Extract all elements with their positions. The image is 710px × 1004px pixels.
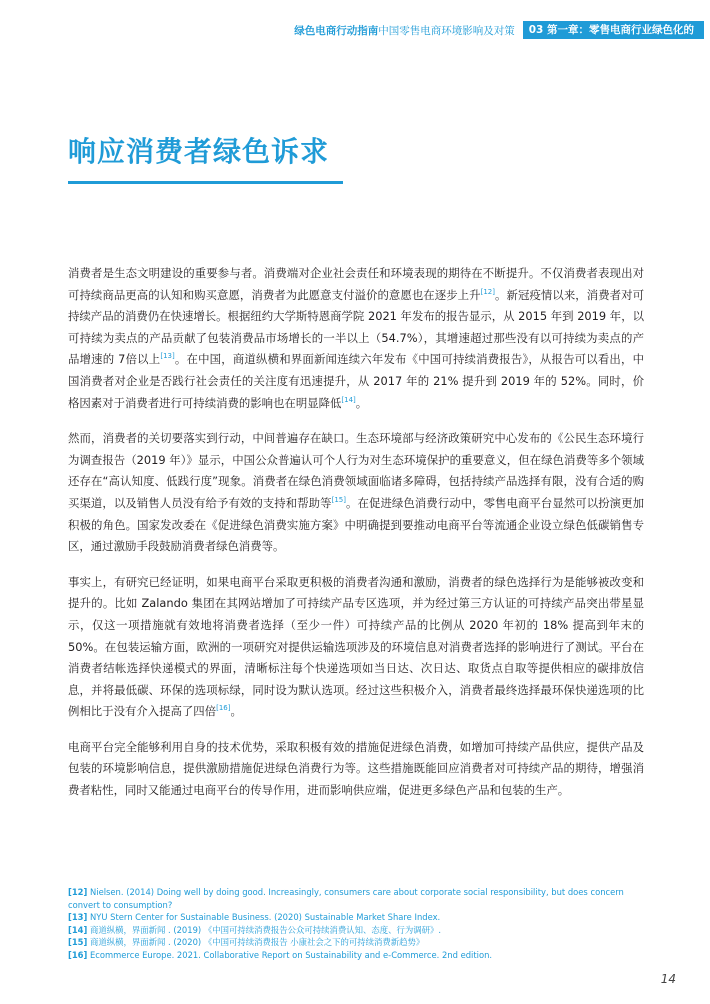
footnote-ref-13[interactable]: [13] <box>160 352 175 361</box>
paragraph-2 <box>68 428 644 558</box>
footnote-14: [14] 商道纵横，界面新闻 . (2019) 《中国可持续消费报告公众可持续消费认知、态度、行为调研》. <box>68 924 442 935</box>
footnote-15: [15] 商道纵横，界面新闻 . (2020) 《中国可持续消费报告 小康社会之下的可持续消费新趋势》 <box>68 937 425 948</box>
paragraph-3-text-a: 事实上，有研究已经证明，如果电商平台采取更积极的消费者沟通和激励，消费者的绿色选择行为是能够被改变和提升的。比如 Zalando 集团在其网站增加了可持续产品专区选项，并为经过第三方认证的可持续产品突出带星显示，仅这一项措施就有效地将消费者选择（至少一件）可持续产品的比例从 2020 年初的 18% 提高到年末的 50%。在包装运输方面，欧洲的一项研究对提供运输选项涉及的环境信息对消费者选择的影响进行了测试。平台在消费者结帐选择快递模式的界面，清晰标注每个快递选项如当日达、次日达、取货点自取等提供相应的碳排放信息，并将最低碳、环保的选项标绿，同时设为默认选项。经过这些积极介入，消费者最终选择最环保快递选项的比例相比于没有介入提高了四倍 <box>68 574 644 719</box>
title-underline <box>68 181 343 184</box>
paragraph-2-text-a: 然而，消费者的关切要落实到行动，中间普遍存在缺口。生态环境部与经济政策研究中心发布的《公民生态环境行为调查报告（2019 年）》显示，中国公众普遍认可个人行为对生态环境保护的重要意义，但在绿色消费等多个领域还存在“高认知度、低践行度”现象。消费者在绿色消费领域面临诸多障碍，包括持续产品选择有限，没有合适的购买渠道，以及销售人员没有给予有效的支持和帮助等 <box>68 431 644 510</box>
header-guide-title: 绿色电商行动指南 <box>294 24 379 37</box>
footnote-12: [12] Nielsen. (2014) Doing well by doing good. Increasingly, consumers care about corporate social responsibility, but does concern convert to consumption? <box>68 887 624 910</box>
footnote-ref-15[interactable]: [15] <box>331 495 346 504</box>
paragraph-1-text-a: 消费者是生态文明建设的重要参与者。消费端对企业社会责任和环境表现的期待在不断提升。不仅消费者表现出对可持续商品更高的认知和购买意愿，消费者为此愿意支付溢价的意愿也在逐步上升 <box>68 266 644 302</box>
running-header <box>0 21 704 39</box>
paragraph-3-text-b: 。 <box>230 704 242 719</box>
footnote-ref-14[interactable]: [14] <box>341 395 356 404</box>
paragraph-4: 电商平台完全能够利用自身的技术优势，采取积极有效的措施促进绿色消费，如增加可持续产品供应，提供产品及包装的环境影响信息，提供激励措施促进绿色消费行为等。这些措施既能回应消费者对可持续产品的期待，增强消费者粘性，同时又能通过电商平台的传导作用，进而影响供应端，促进更多绿色产品和包装的生产。 <box>68 739 644 798</box>
footnotes <box>68 886 648 962</box>
paragraph-2-text-b: 。在促进绿色消费行动中，零售电商平台显然可以扮演更加积极的角色。国家发改委在《促进绿色消费实施方案》中明确提到要推动电商平台等流通企业设立绿色低碳销售专区，通过激励手段鼓励消费者绿色消费等。 <box>68 495 644 554</box>
footnote-ref-12[interactable]: [12] <box>480 287 495 296</box>
page-number: 14 <box>660 972 676 986</box>
paragraph-1-text-c: 。在中国，商道纵横和界面新闻连续六年发布《中国可持续消费报告》，从报告可以看出，中国消费者对企业是否践行社会责任的关注度有迅速提升，从 2017 年的 21% 提升到 2019 年的 52%。同时，价格因素对于消费者进行可持续消费的影响也在明显降低 <box>68 352 644 410</box>
header-chapter-tab: 03 第一章：零售电商行业绿色化的 <box>523 21 704 39</box>
body-text <box>68 263 644 816</box>
section-title: 响应消费者绿色诉求 <box>68 135 330 168</box>
footnote-13: [13] NYU Stern Center for Sustainable Business. (2020) Sustainable Market Share Index. <box>68 912 441 923</box>
header-guide-subtitle: 中国零售电商环境影响及对策 <box>378 24 515 37</box>
footnote-16: [16] Ecommerce Europe. 2021. Collaborative Report on Sustainability and e-Commerce. 2nd edition. <box>68 949 493 960</box>
paragraph-1-text-d: 。 <box>355 395 368 410</box>
paragraph-3 <box>68 572 644 723</box>
footnote-ref-16[interactable]: [16] <box>216 704 231 713</box>
paragraph-1 <box>68 263 644 414</box>
paragraph-1-text-b: 。新冠疫情以来，消费者对可持续产品的消费仍在快速增长。根据纽约大学斯特恩商学院 2021 年发布的报告显示，从 2015 年到 2019 年，以可持续为卖点的产品贡献了包装消费品市场增长的一半以上（54.7%），其增速超过那些没有以可持续为卖点的产品增速的 7倍以上 <box>68 287 644 367</box>
